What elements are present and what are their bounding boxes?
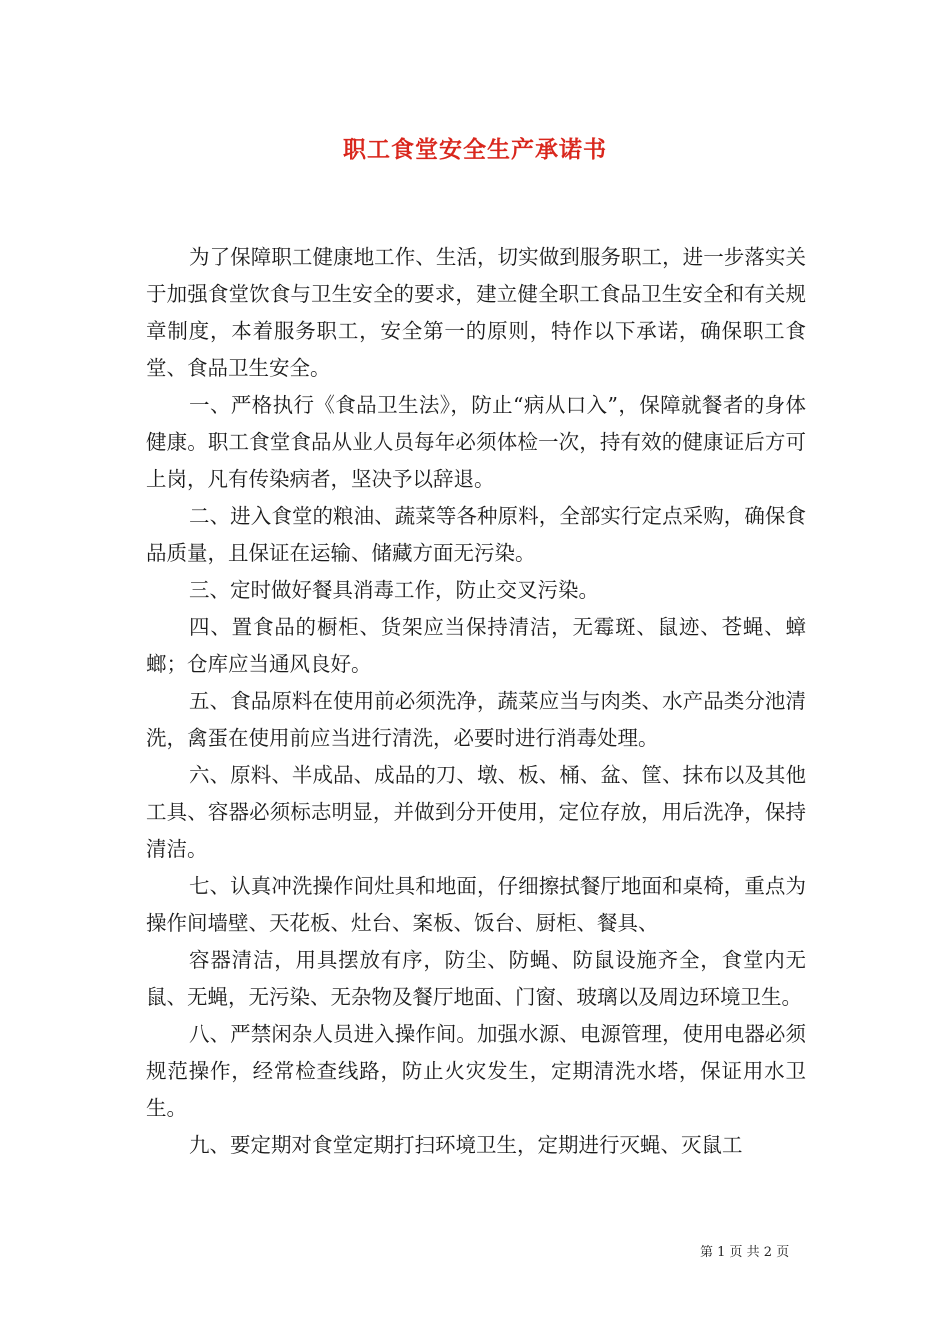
clause-7-continued-paragraph: 容器清洁，用具摆放有序，防尘、防蝇、防鼠设施齐全，食堂内无鼠、无蝇，无污染、无杂物及餐厅地面、门窗、玻璃以及周边环境卫生。 xyxy=(146,948,806,1009)
clause-8-paragraph: 八、严禁闲杂人员进入操作间。加强水源、电源管理，使用电器必须规范操作，经常检查线路，防止火灾发生，定期清洗水塔，保证用水卫生。 xyxy=(146,1022,806,1120)
document-body xyxy=(146,239,806,1164)
clause-7-paragraph: 七、认真冲洗操作间灶具和地面，仔细擦拭餐厅地面和桌椅，重点为操作间墙壁、天花板、灶台、案板、饭台、厨柜、餐具、 xyxy=(146,874,806,935)
clause-1-paragraph: 一、严格执行《食品卫生法》，防止“病从口入”，保障就餐者的身体健康。职工食堂食品从业人员每年必须体检一次，持有效的健康证后方可上岗，凡有传染病者，坚决予以辞退。 xyxy=(146,393,806,491)
clause-9-paragraph: 九、要定期对食堂定期打扫环境卫生，定期进行灭蝇、灭鼠工 xyxy=(189,1133,743,1157)
clause-6-paragraph: 六、原料、半成品、成品的刀、墩、板、桶、盆、筐、抹布以及其他工具、容器必须标志明显，并做到分开使用，定位存放，用后洗净，保持清洁。 xyxy=(146,763,806,861)
clause-2-paragraph: 二、进入食堂的粮油、蔬菜等各种原料，全部实行定点采购，确保食品质量，且保证在运输、储藏方面无污染。 xyxy=(146,504,806,565)
document-title: 职工食堂安全生产承诺书 xyxy=(343,136,607,163)
intro-paragraph: 为了保障职工健康地工作、生活，切实做到服务职工，进一步落实关于加强食堂饮食与卫生安全的要求，建立健全职工食品卫生安全和有关规章制度，本着服务职工，安全第一的原则，特作以下承诺，确保职工食堂、食品卫生安全。 xyxy=(146,245,806,380)
clause-3-paragraph: 三、定时做好餐具消毒工作，防止交叉污染。 xyxy=(189,578,600,602)
page-footer xyxy=(700,1243,789,1263)
clause-5-paragraph: 五、食品原料在使用前必须洗净，蔬菜应当与肉类、水产品类分池清洗，禽蛋在使用前应当进行清洗，必要时进行消毒处理。 xyxy=(146,689,806,750)
clause-4-paragraph: 四、置食品的橱柜、货架应当保持清洁，无霉斑、鼠迹、苍蝇、蟑螂；仓库应当通风良好。 xyxy=(146,615,806,676)
page-number-label: 第 1 页 共 2 页 xyxy=(700,1245,790,1260)
